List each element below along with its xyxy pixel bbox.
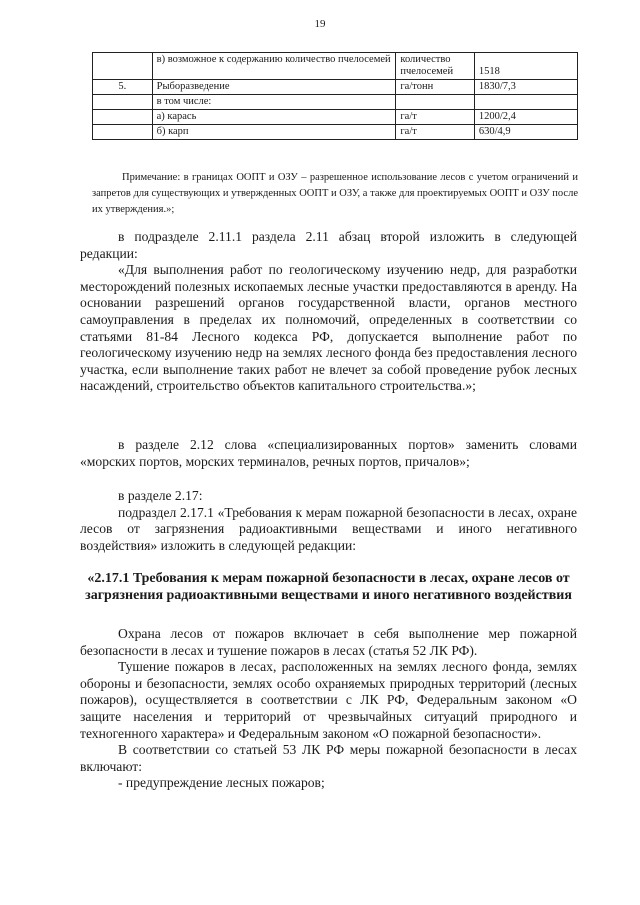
table-cell-value bbox=[474, 95, 577, 110]
table-cell-unit: количество пчелосемей bbox=[396, 53, 474, 80]
table-note: Примечание: в границах ООПТ и ОЗУ – разрешенное использование лесов с учетом ограничений и запретов для существующих и утвержденных ООПТ и ОЗУ, а также для проектируемых ООПТ и ОЗУ после их утверждения.»; bbox=[92, 172, 578, 215]
table-cell-value: 1518 bbox=[474, 53, 577, 80]
paragraph: Охрана лесов от пожаров включает в себя выполнение мер пожарной безопасности в лесах и тушение пожаров в лесах (статья 52 ЛК РФ). bbox=[80, 626, 577, 658]
page-number: 19 bbox=[314, 18, 326, 30]
table-row bbox=[93, 80, 578, 95]
amendment-2-17 bbox=[80, 488, 577, 554]
paragraph: Тушение пожаров в лесах, расположенных на землях лесного фонда, землях обороны и безопасности, землях особо охраняемых природных территорий (лесных пожаров), осуществляется в соответствии с ЛК РФ, Федеральным законом «О защите населения и территорий от чрезвычайных ситуаций природного и техногенного характера» и Федеральным законом «О пожарной безопасности». bbox=[80, 659, 577, 741]
table-cell-unit: га/тонн bbox=[396, 80, 474, 95]
paragraph: «Для выполнения работ по геологическому изучению недр, для разработки месторождений полезных ископаемых лесные участки предоставляются в аренду. На основании разрешений органов государственной власти, органов местного самоуправления в пределах их полномочий, определенных в соответствии со статьями 81-84 Лесного кодекса РФ, допускается выполнение работ по геологическому изучению недр на землях лесного фонда без предоставления лесного участка, если выполнение таких работ не влечет за собой проведение рубок лесных насаждений, строительство объектов капитального строительства.»; bbox=[80, 262, 577, 394]
table-cell-value: 630/4,9 bbox=[474, 125, 577, 140]
table-cell-name: б) карп bbox=[152, 125, 396, 140]
section-heading-block bbox=[80, 570, 577, 604]
table-cell-num bbox=[93, 95, 153, 110]
table-cell-num: 5. bbox=[93, 80, 153, 95]
section-heading: «2.17.1 Требования к мерам пожарной безопасности в лесах, охране лесов от загрязнения радиоактивными веществами и иного негативного воздействия bbox=[85, 571, 572, 603]
table-cell-name: в) возможное к содержанию количество пчелосемей bbox=[152, 53, 396, 80]
table-cell-unit: га/т bbox=[396, 125, 474, 140]
amendment-2-12 bbox=[80, 437, 577, 470]
paragraph: в подразделе 2.11.1 раздела 2.11 абзац второй изложить в следующей редакции: bbox=[80, 229, 577, 261]
table-cell-name: в том числе: bbox=[152, 95, 396, 110]
table-row bbox=[93, 95, 578, 110]
table-cell-num bbox=[93, 125, 153, 140]
paragraph: в разделе 2.12 слова «специализированных портов» заменить словами «морских портов, морских терминалов, речных портов, причалов»; bbox=[80, 437, 577, 469]
table-cell-num bbox=[93, 53, 153, 80]
data-table bbox=[92, 52, 578, 140]
table-cell-name: а) карась bbox=[152, 110, 396, 125]
table-cell-name: Рыборазведение bbox=[152, 80, 396, 95]
table-row bbox=[93, 110, 578, 125]
table-row bbox=[93, 125, 578, 140]
table-cell-value: 1200/2,4 bbox=[474, 110, 577, 125]
table-cell-unit: га/т bbox=[396, 110, 474, 125]
table-cell-value: 1830/7,3 bbox=[474, 80, 577, 95]
paragraph: в разделе 2.17: bbox=[118, 488, 203, 503]
section-body bbox=[80, 626, 577, 792]
paragraph: подраздел 2.17.1 «Требования к мерам пожарной безопасности в лесах, охране лесов от загрязнения радиоактивными веществами и иного негативного воздействия» изложить в следующей редакции: bbox=[80, 504, 577, 553]
paragraph: - предупреждение лесных пожаров; bbox=[118, 775, 325, 791]
table-cell-num bbox=[93, 110, 153, 125]
table-row bbox=[93, 53, 578, 80]
amendment-2-11-1 bbox=[80, 229, 577, 395]
table-cell-unit bbox=[396, 95, 474, 110]
paragraph: В соответствии со статьей 53 ЛК РФ меры пожарной безопасности в лесах включают: bbox=[80, 742, 577, 774]
